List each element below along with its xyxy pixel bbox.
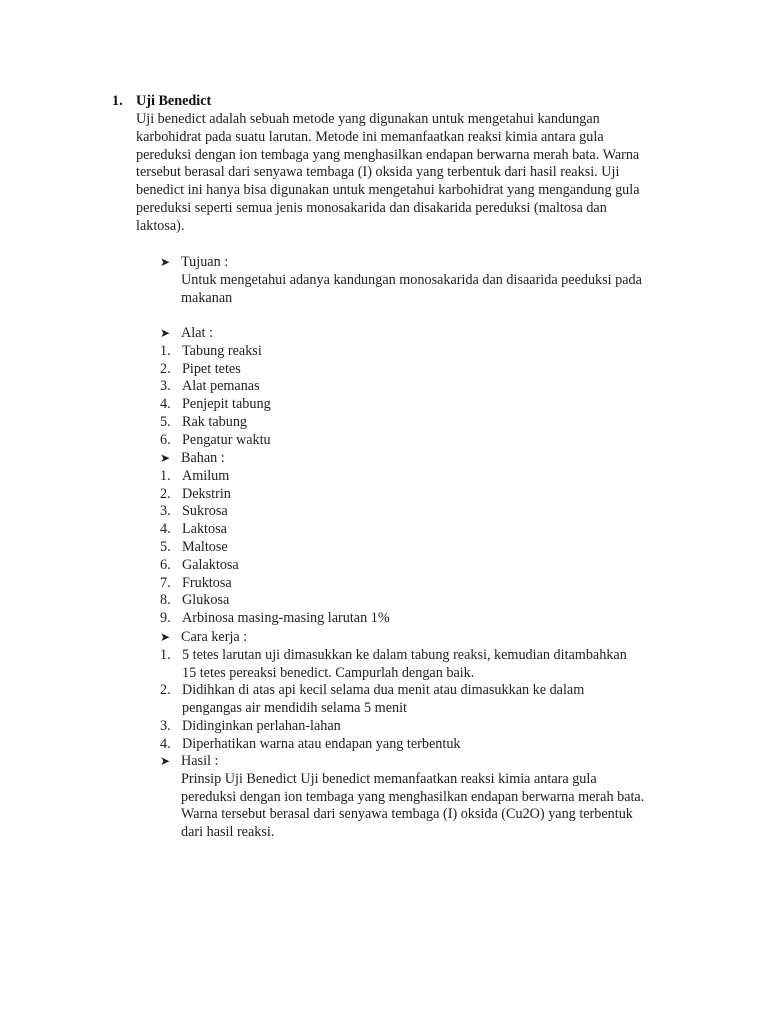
arrowhead-bullet-icon: ➤ (160, 326, 171, 340)
list-item: 3. Alat pemanas (160, 378, 260, 395)
paragraph-line: benedict ini hanya bisa digunakan untuk mengetahui karbohidrat yang mengandung gula (136, 182, 640, 199)
section-alat (160, 325, 271, 450)
list-item: 2. Pipet tetes (160, 360, 241, 377)
list-item: 4. Penjepit tabung (160, 396, 271, 413)
section-text-line: Untuk mengetahui adanya kandungan monosakarida dan disaarida peeduksi pada (181, 271, 642, 288)
paragraph-line: tersebut berasal dari senyawa tembaga (I) oksida yang terbentuk dari hasil reaksi. Uji (136, 164, 620, 181)
arrowhead-bullet-icon: ➤ (160, 630, 171, 644)
section-label: Cara kerja : (181, 629, 248, 645)
list-item: 8. Glukosa (160, 592, 230, 609)
list-item: 2. Dekstrin (160, 485, 231, 502)
heading-title: Uji Benedict (136, 93, 212, 109)
section-label: Alat : (181, 325, 213, 341)
section-text-line: makanan (181, 289, 233, 306)
alat-list (160, 343, 271, 450)
section-text-line: Warna tersebut berasal dari senyawa tembaga (I) oksida (Cu2O) yang terbentuk (181, 806, 633, 823)
paragraph-line: laktosa). (136, 217, 185, 234)
section-text-line: pereduksi dengan ion tembaga yang menghasilkan endapan berwarna merah bata. (181, 788, 645, 805)
list-item: 9. Arbinosa masing-masing larutan 1% (160, 610, 390, 627)
paragraph-line: pereduksi seperti semua jenis monosakarida dan disakarida pereduksi (maltosa dan (136, 199, 607, 216)
list-item: 1. 5 tetes larutan uji dimasukkan ke dalam tabung reaksi, kemudian ditambahkan 15 tetes pereaksi benedict. Campurlah dengan baik. (160, 646, 627, 681)
section-text-line: Prinsip Uji Benedict Uji benedict memanfaatkan reaksi kimia antara gula (181, 770, 597, 787)
paragraph-line: Uji benedict adalah sebuah metode yang digunakan untuk mengetahui kandungan (136, 111, 600, 127)
list-item: 5. Maltose (160, 538, 228, 555)
list-item: 6. Pengatur waktu (160, 431, 271, 448)
section-bahan (160, 450, 390, 628)
list-item: 6. Galaktosa (160, 556, 239, 573)
list-item: 3. Didinginkan perlahan-lahan (160, 717, 341, 734)
list-item: 5. Rak tabung (160, 413, 248, 430)
list-item: 2. Didihkan di atas api kecil selama dua menit atau dimasukkan ke dalam pengangas air mendidih selama 5 menit (160, 682, 585, 717)
bahan-list (160, 468, 390, 628)
list-item: 1. Amilum (160, 467, 230, 484)
section-label: Tujuan : (181, 254, 229, 270)
section-label: Bahan : (181, 450, 225, 466)
list-item: 3. Sukrosa (160, 503, 228, 520)
heading-number: 1. (112, 93, 123, 109)
paragraph-line: pereduksi dengan ion tembaga yang menghasilkan endapan berwarna merah bata. Warna (136, 146, 640, 163)
arrowhead-bullet-icon: ➤ (160, 255, 171, 269)
section-heading (112, 93, 211, 111)
list-item: 1. Tabung reaksi (160, 342, 262, 359)
arrowhead-bullet-icon: ➤ (160, 451, 171, 465)
section-text-line: dari hasil reaksi. (181, 824, 275, 841)
paragraph-line: karbohidrat pada suatu larutan. Metode ini memanfaatkan reaksi kimia antara gula (136, 128, 604, 145)
list-item: 4. Laktosa (160, 521, 227, 538)
section-label: Hasil : (181, 753, 219, 769)
arrowhead-bullet-icon: ➤ (160, 754, 171, 768)
list-item: 4. Diperhatikan warna atau endapan yang terbentuk (160, 735, 461, 752)
cara-kerja-list (160, 647, 627, 754)
section-hasil (160, 753, 644, 842)
section-cara-kerja (160, 629, 627, 754)
section-tujuan (160, 254, 642, 307)
intro-paragraph (136, 111, 681, 236)
list-item: 7. Fruktosa (160, 574, 232, 591)
